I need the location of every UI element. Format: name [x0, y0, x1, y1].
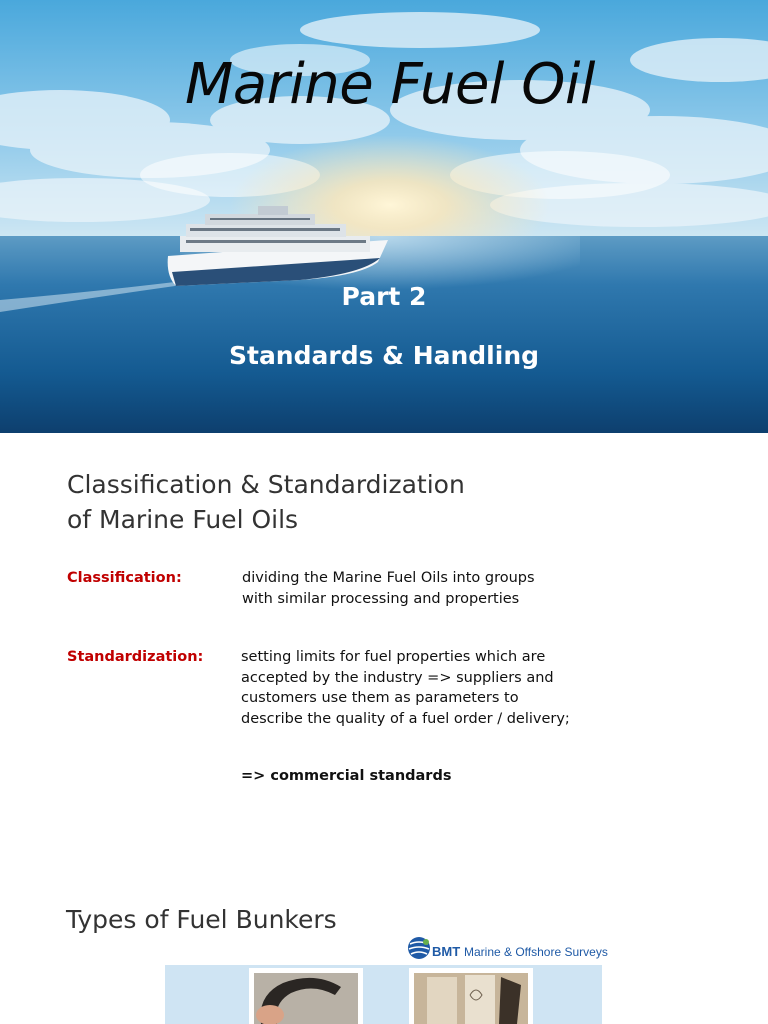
heading-line: of Marine Fuel Oils — [67, 505, 299, 534]
definition-line: dividing the Marine Fuel Oils into groups — [242, 570, 535, 586]
commercial-standards-note: => commercial standards — [241, 768, 452, 784]
bmt-logo — [406, 935, 616, 965]
fuel-photos — [165, 965, 602, 1024]
standardization-term: Standardization: — [67, 649, 204, 665]
logo-name: BMT — [432, 944, 461, 959]
fuel-bunkers-slide — [0, 873, 768, 1024]
heading-line: Classification & Standardization — [67, 470, 465, 499]
classification-slide — [0, 433, 768, 873]
logo-tagline: Marine & Offshore Surveys — [464, 945, 608, 959]
sample-bottles-photo — [409, 968, 533, 1024]
definition-line: with similar processing and properties — [242, 590, 520, 607]
definition-line: setting limits for fuel properties which are — [241, 649, 546, 665]
classification-definition — [242, 568, 535, 609]
classification-term: Classification: — [67, 570, 182, 586]
part-label: Part 2 — [341, 282, 427, 311]
globe-icon — [406, 935, 432, 961]
definition-line: customers use them as parameters to — [241, 690, 519, 706]
slide-title: Marine Fuel Oil — [185, 52, 595, 117]
title-slide — [0, 0, 768, 433]
slide-heading: Types of Fuel Bunkers — [66, 905, 337, 934]
hose-photo — [249, 968, 363, 1024]
definition-line: accepted by the industry => suppliers and — [241, 669, 554, 686]
slide-subtitle: Standards & Handling — [228, 341, 540, 370]
definition-line: describe the quality of a fuel order / delivery; — [241, 710, 570, 727]
fuel-photos-strip — [165, 965, 602, 1024]
slide-heading — [67, 467, 667, 537]
standardization-definition — [241, 647, 570, 729]
